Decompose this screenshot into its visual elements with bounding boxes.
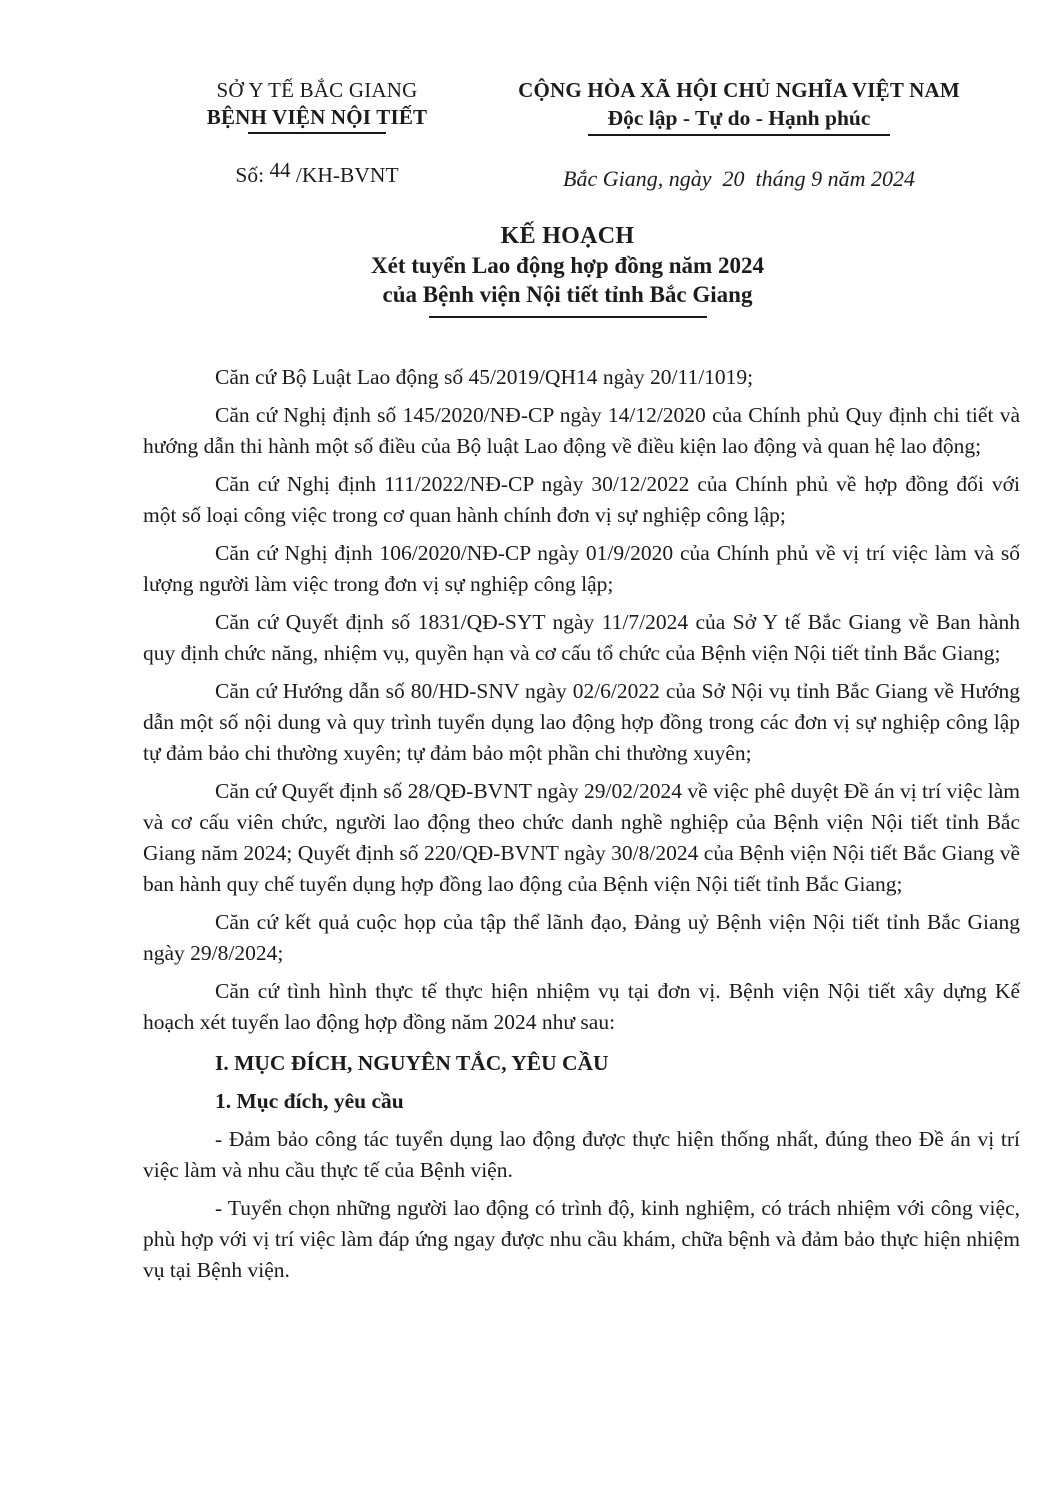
doc-number-prefix: Số:	[235, 163, 270, 187]
national-motto: Độc lập - Tự do - Hạnh phúc	[607, 106, 871, 130]
document-title-block	[143, 223, 1020, 318]
legal-basis-paragraph: Căn cứ kết quả cuộc họp của tập thể lãnh đạo, Đảng uỷ Bệnh viện Nội tiết tỉnh Bắc Giang ngày 29/8/2024;	[143, 910, 1020, 965]
document-title: KẾ HOẠCH	[500, 223, 635, 249]
section-1-1-item: - Tuyển chọn những người lao động có trình độ, kinh nghiệm, có trách nhiệm với công việc, phù hợp với vị trí việc làm đáp ứng ngay được nhu cầu khám, chữa bệnh và đảm bảo thực hiện nhiệm vụ tại Bệnh viện.	[143, 1196, 1020, 1282]
national-title: CỘNG HÒA XÃ HỘI CHỦ NGHĨA VIỆT NAM	[518, 78, 960, 102]
document-subtitle-line1: Xét tuyển Lao động hợp đồng năm 2024	[371, 253, 764, 278]
doc-number-suffix: /KH-BVNT	[290, 163, 399, 187]
issuing-org-block	[176, 78, 458, 188]
legal-basis-paragraph: Căn cứ Quyết định số 1831/QĐ-SYT ngày 11/7/2024 của Sở Y tế Bắc Giang về Ban hành quy định chức năng, nhiệm vụ, quyền hạn và cơ cấu tổ chức của Bệnh viện Nội tiết tỉnh Bắc Giang;	[143, 610, 1020, 665]
doc-number-value: 44	[269, 158, 291, 182]
intro-paragraph: Căn cứ tình hình thực tế thực hiện nhiệm vụ tại đơn vị. Bệnh viện Nội tiết xây dựng Kế hoạch xét tuyển lao động hợp đồng năm 2024 như sau:	[143, 979, 1020, 1034]
legal-basis-paragraph: Căn cứ Bộ Luật Lao động số 45/2019/QH14 ngày 20/11/1019;	[215, 365, 754, 389]
motto-underline	[588, 134, 890, 136]
document-header	[0, 0, 1061, 192]
national-header-block	[498, 78, 980, 192]
legal-basis-paragraph: Căn cứ Nghị định 111/2022/NĐ-CP ngày 30/12/2022 của Chính phủ về hợp đồng đối với một số loại công việc trong cơ quan hành chính đơn vị sự nghiệp công lập;	[143, 472, 1020, 527]
document-number	[176, 158, 458, 188]
org-name-underline	[248, 132, 386, 134]
section-1-1-subheading: 1. Mục đích, yêu cầu	[215, 1089, 404, 1113]
legal-basis-paragraph: Căn cứ Nghị định 106/2020/NĐ-CP ngày 01/9/2020 của Chính phủ về vị trí việc làm và số lượng người làm việc trong đơn vị sự nghiệp công lập;	[143, 541, 1020, 596]
document-body	[143, 362, 1020, 1286]
section-1-heading: I. MỤC ĐÍCH, NGUYÊN TẮC, YÊU CẦU	[215, 1051, 609, 1075]
org-parent-name: SỞ Y TẾ BẮC GIANG	[216, 78, 418, 102]
legal-basis-paragraph: Căn cứ Nghị định số 145/2020/NĐ-CP ngày 14/12/2020 của Chính phủ Quy định chi tiết và hướng dẫn thi hành một số điều của Bộ luật Lao động về điều kiện lao động và quan hệ lao động;	[143, 403, 1020, 458]
section-1-1-item: - Đảm bảo công tác tuyển dụng lao động được thực hiện thống nhất, đúng theo Đề án vị trí việc làm và nhu cầu thực tế của Bệnh viện.	[143, 1127, 1020, 1182]
legal-basis-paragraph: Căn cứ Quyết định số 28/QĐ-BVNT ngày 29/02/2024 về việc phê duyệt Đề án vị trí việc làm và cơ cấu viên chức, người lao động theo chức danh nghề nghiệp của Bệnh viện Nội tiết tỉnh Bắc Giang năm 2024; Quyết định số 220/QĐ-BVNT ngày 30/8/2024 của Bệnh viện Nội tiết Bắc Giang về ban hành quy chế tuyển dụng hợp đồng lao động của Bệnh viện Nội tiết tỉnh Bắc Giang;	[143, 779, 1020, 896]
place-date-line: Bắc Giang, ngày 20 tháng 9 năm 2024	[563, 166, 915, 191]
legal-basis-paragraph: Căn cứ Hướng dẫn số 80/HD-SNV ngày 02/6/2022 của Sở Nội vụ tỉnh Bắc Giang về Hướng dẫn một số nội dung và quy trình tuyển dụng lao động hợp đồng trong các đơn vị sự nghiệp công lập tự đảm bảo chi thường xuyên; tự đảm bảo một phần chi thường xuyên;	[143, 679, 1020, 765]
document-subtitle-line2: của Bệnh viện Nội tiết tỉnh Bắc Giang	[382, 282, 753, 307]
title-underline	[429, 316, 707, 318]
org-name: BỆNH VIỆN NỘI TIẾT	[206, 105, 428, 129]
